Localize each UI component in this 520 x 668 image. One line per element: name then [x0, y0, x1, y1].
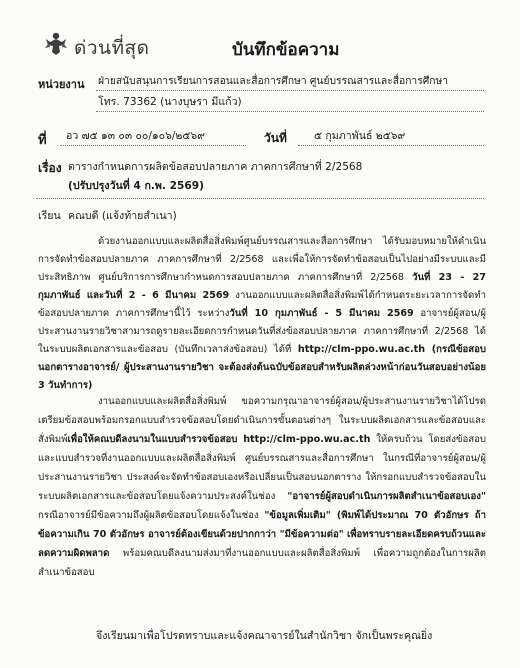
subject-line2: (ปรับปรุงวันที่ 4 ก.พ. 2569)	[68, 180, 204, 192]
p1-runs	[38, 236, 486, 391]
urgent-label: ด่วนที่สุด	[74, 37, 150, 59]
p1-run: ด้วยงานออกแบบและผลิตสื่อสิ่งพิมพ์ศูนย์บรรณสารและสื่อการศึกษา ได้รับมอบหมายให้ดำเนินการจัดทำข้อสอบปลายภาค ภาคการศึกษาที่ 2/2568 และเพื่อให้การจัดทำข้อสอบเป็นไปอย่างมีระบบและมีประสิทธิภาพ ศูนย์บริการการศึกษากำหนดการสอบปลายภาค ภาคการศึกษาที่ 2/2568	[38, 236, 486, 283]
p2-run: งานออกแบบและผลิตสื่อสิ่งพิมพ์ ขอความกรุณาอาจารย์ผู้สอน/ผู้ประสานงานรายวิชาได้โปรดเตรียมข้อสอบพร้อมกรอกแบบสำรวจข้อสอบโดยดำเนินการขั้นตอนต่างๆ ในระบบผลิตเอกสารและข้อสอบและสั่งพิมพ์	[38, 396, 486, 445]
body-paragraph-1	[38, 233, 486, 391]
garuda-emblem-icon	[44, 30, 68, 56]
p2-run: "อาจารย์ผู้สอบดำเนินการผลิตสำเนาข้อสอบเอง"	[287, 491, 486, 502]
to-value: คณบดี (แจ้งท้ายสำเนา)	[68, 210, 177, 222]
p2-run: เพื่อให้คณบดีลงนามในแบบสำรวจข้อสอบ	[67, 434, 238, 445]
subject-divider	[36, 198, 484, 199]
agency-label: หน่วยงาน	[38, 78, 85, 91]
agency-dotted-line	[96, 90, 484, 91]
memo-title: บันทึกข้อความ	[232, 40, 340, 60]
to-label: เรียน	[38, 210, 61, 222]
p1-run	[425, 344, 432, 355]
closing-text: จึงเรียนมาเพื่อโปรดทราบและแจ้งคณาจารย์ในสำนักวิชา จักเป็นพระคุณยิ่ง	[96, 630, 433, 642]
subject-label: เรื่อง	[38, 161, 62, 175]
p2-run: http://clm-ppo.wu.ac.th	[243, 434, 371, 445]
p1-run: http://clm-ppo.wu.ac.th	[297, 344, 426, 355]
doc-date: ๕ กุมภาพันธ์ ๒๕๖๙	[314, 130, 406, 142]
p1-run: วันที่ 10 กุมภาพันธ์ - 5 มีนาคม 2569	[229, 308, 414, 319]
p2-runs	[38, 396, 486, 578]
p2-run: กรณีอาจารย์มีข้อความถึงผู้ผลิตข้อสอบโดยแจ้งในช่อง	[38, 510, 265, 521]
p1-run: (กรณีข้อสอบนอกตารางอาจารย์/ ผู้ประสานงานรายวิชา จะต้องส่งต้นฉบับข้อสอบสำหรับผลิตล่วงหน้าก่อนวันสอบอย่างน้อย 3 วันทำการ)	[38, 344, 486, 391]
p2-run: พร้อมคณบดีลงนามส่งมาที่งานออกแบบและผลิตสื่อสิ่งพิมพ์ เพื่อความถูกต้องในการผลิตสำเนาข้อสอบ	[38, 548, 486, 578]
date-label: วันที่	[264, 131, 287, 145]
p1-run: อาจารย์ผู้สอน/ผู้ประสานงานรายวิชาสามารถดูรายละเอียดการกำหนดวันที่ส่งข้อสอบปลายภาค ภาคการศึกษาที่ 2/2568 ได้ในระบบผลิตเอกสารและข้อสอบ (บันทึกเวลาส่งข้อสอบ) ได้ที่	[38, 308, 486, 355]
date-dotted-line	[298, 145, 484, 146]
p2-run: "ข้อมูลเพิ่มเติม" (พิมพ์ได้ประมาณ 70 ตัวอักษร ถ้าข้อความเกิน 70 ตัวอักษร อาจารย์ต้องเขียนด้วยปากกาว่า "มีข้อความต่อ"	[38, 510, 486, 540]
number-dotted-line	[60, 145, 246, 146]
body-paragraph-2	[38, 392, 486, 602]
p1-text	[38, 233, 486, 395]
agency-value: ฝ่ายสนับสนุนการเรียนการสอนและสื่อการศึกษา ศูนย์บรรณสารและสื่อการศึกษา	[98, 75, 449, 87]
doc-number: อว ๗๕ ๑๓ ๐๓ ๐๐/๑๐๖/๒๕๖๙	[66, 130, 205, 142]
p1-run: วันที่ 23 - 27 กุมภาพันธ์ และวันที่ 2 - 6 มีนาคม 2569	[38, 272, 486, 301]
p1-run: งานออกแบบและผลิตสื่อสิ่งพิมพ์ได้กำหนดระยะเวลาการจัดทำข้อสอบปลายภาค ภาคการศึกษานี้ไว้ ระหว่าง	[38, 290, 486, 319]
agency-phone: โทร. 73362 (นางบุษรา มีแก้ว)	[98, 96, 242, 108]
subject-line1: ตารางกำหนดการผลิตข้อสอบปลายภาค ภาคการศึกษาที่ 2/2568	[68, 161, 363, 173]
number-label: ที่	[38, 133, 47, 148]
p2-run: เพื่อทราบรายละเอียดครบถ้วนและลดความผิดพลาด	[38, 529, 486, 559]
p2-text	[38, 392, 486, 582]
p2-run: ให้ครบถ้วน โดยส่งข้อสอบและแบบสำรวจที่งานออกแบบและผลิตสื่อสิ่งพิมพ์ ศูนย์บรรณสารและสื่อการศึกษา ในกรณีที่อาจารย์ผู้สอน/ผู้ประสานงานรายวิชา ประสงค์จะจัดทำข้อสอบเองหรือเปลี่ยนเป็นสอบนอกตาราง ให้กรอกแบบสำรวจข้อสอบในระบบผลิตเอกสารและข้อสอบโดยแจ้งความประสงค์ในช่อง	[38, 434, 486, 502]
agency-dotted-line-2	[96, 111, 484, 112]
